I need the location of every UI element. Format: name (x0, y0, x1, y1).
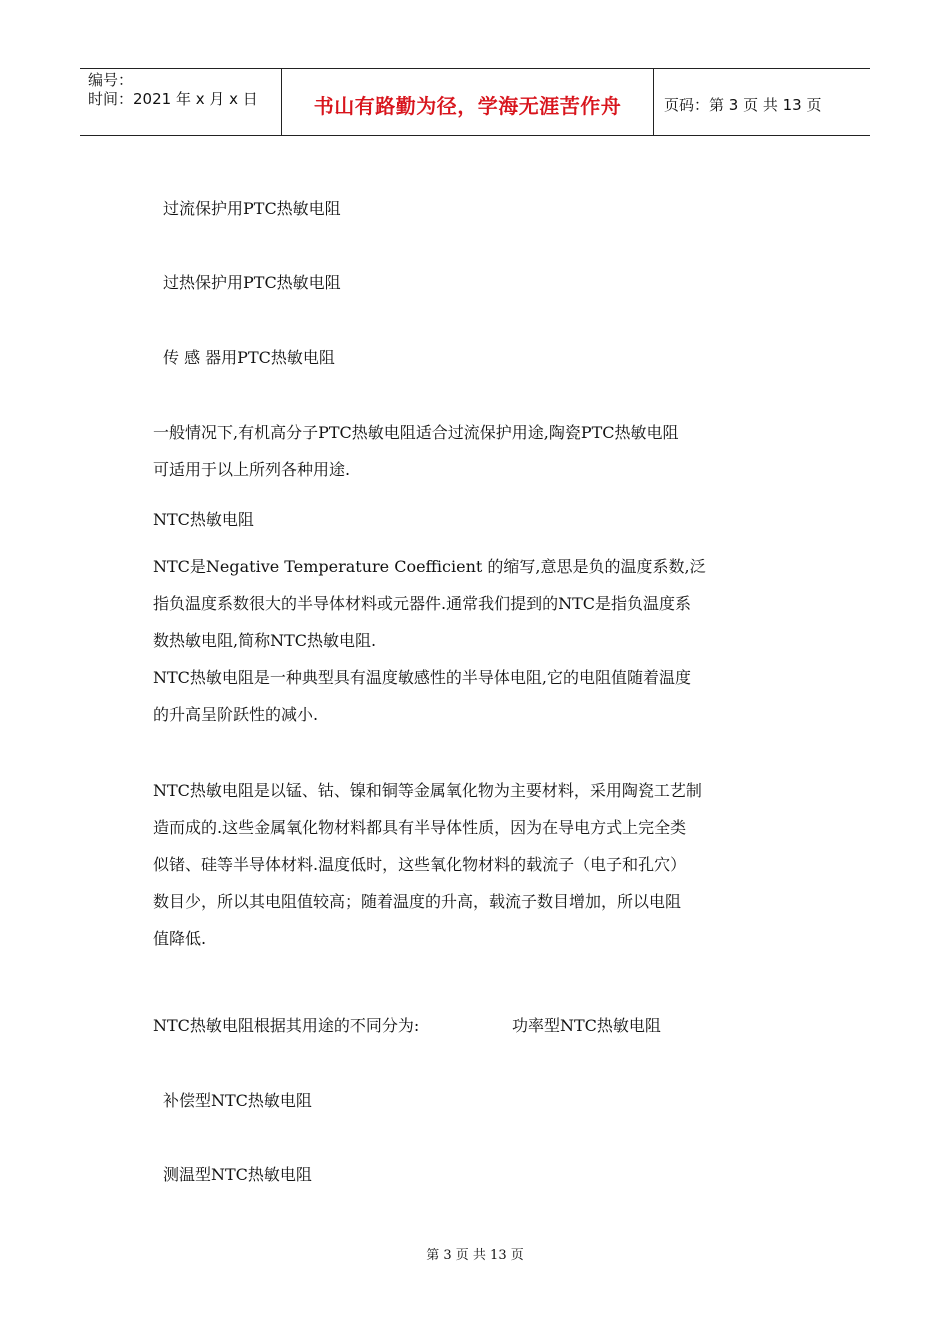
header-motto: 书山有路勤为径，学海无涯苦作舟 (313, 93, 622, 118)
paragraph-line: 可适用于以上所列各种用途. (153, 460, 351, 479)
page-header (80, 68, 870, 136)
paragraph-line: NTC是Negative Temperature Coefficient 的缩写,意思是负的温度系数,泛 (153, 557, 706, 576)
list-item-overcurrent-ptc: 过流保护用PTC热敏电阻 (163, 199, 341, 218)
list-item-sensor-ptc: 传 感 器用PTC热敏电阻 (163, 348, 335, 367)
header-info-cell (80, 69, 282, 135)
paragraph-line: 指负温度系数很大的半导体材料或元器件.通常我们提到的NTC是指负温度系 (153, 594, 692, 613)
section-heading-ntc: NTC热敏电阻 (153, 510, 254, 529)
footer-page-number: 第 3 页 共 13 页 (426, 1248, 524, 1263)
paragraph-line: 数热敏电阻,简称NTC热敏电阻. (153, 631, 377, 650)
header-page-number: 页码：第 3 页 共 13 页 (664, 95, 822, 114)
paragraph-line: NTC热敏电阻是一种典型具有温度敏感性的半导体电阻,它的电阻值随着温度 (153, 668, 692, 687)
paragraph-line: 的升高呈阶跃性的减小. (153, 705, 319, 724)
header-motto-cell (282, 69, 654, 135)
paragraph-line: NTC热敏电阻根据其用途的不同分为: (153, 1016, 420, 1035)
document-number-label: 编号： (88, 71, 134, 89)
paragraph-line: 一般情况下,有机高分子PTC热敏电阻适合过流保护用途,陶瓷PTC热敏电阻 (153, 423, 679, 442)
paragraph-line: 值降低. (153, 929, 207, 948)
paragraph-line: 数目少，所以其电阻值较高；随着温度的升高，载流子数目增加，所以电阻 (153, 892, 682, 911)
paragraph-line: NTC热敏电阻是以锰、钴、镍和铜等金属氧化物为主要材料，采用陶瓷工艺制 (153, 781, 702, 800)
header-page-cell (654, 69, 870, 135)
document-date-label: 时间：2021 年 x 月 x 日 (88, 90, 258, 108)
list-item-power-ntc: 功率型NTC热敏电阻 (512, 1016, 661, 1035)
paragraph-line: 似锗、硅等半导体材料.温度低时，这些氧化物材料的载流子（电子和孔穴） (153, 855, 687, 874)
list-item-overheat-ptc: 过热保护用PTC热敏电阻 (163, 273, 341, 292)
list-item-measurement-ntc: 测温型NTC热敏电阻 (163, 1165, 312, 1184)
paragraph-line: 造而成的.这些金属氧化物材料都具有半导体性质，因为在导电方式上完全类 (153, 818, 687, 837)
list-item-compensation-ntc: 补偿型NTC热敏电阻 (163, 1091, 312, 1110)
page-footer (0, 1244, 950, 1263)
